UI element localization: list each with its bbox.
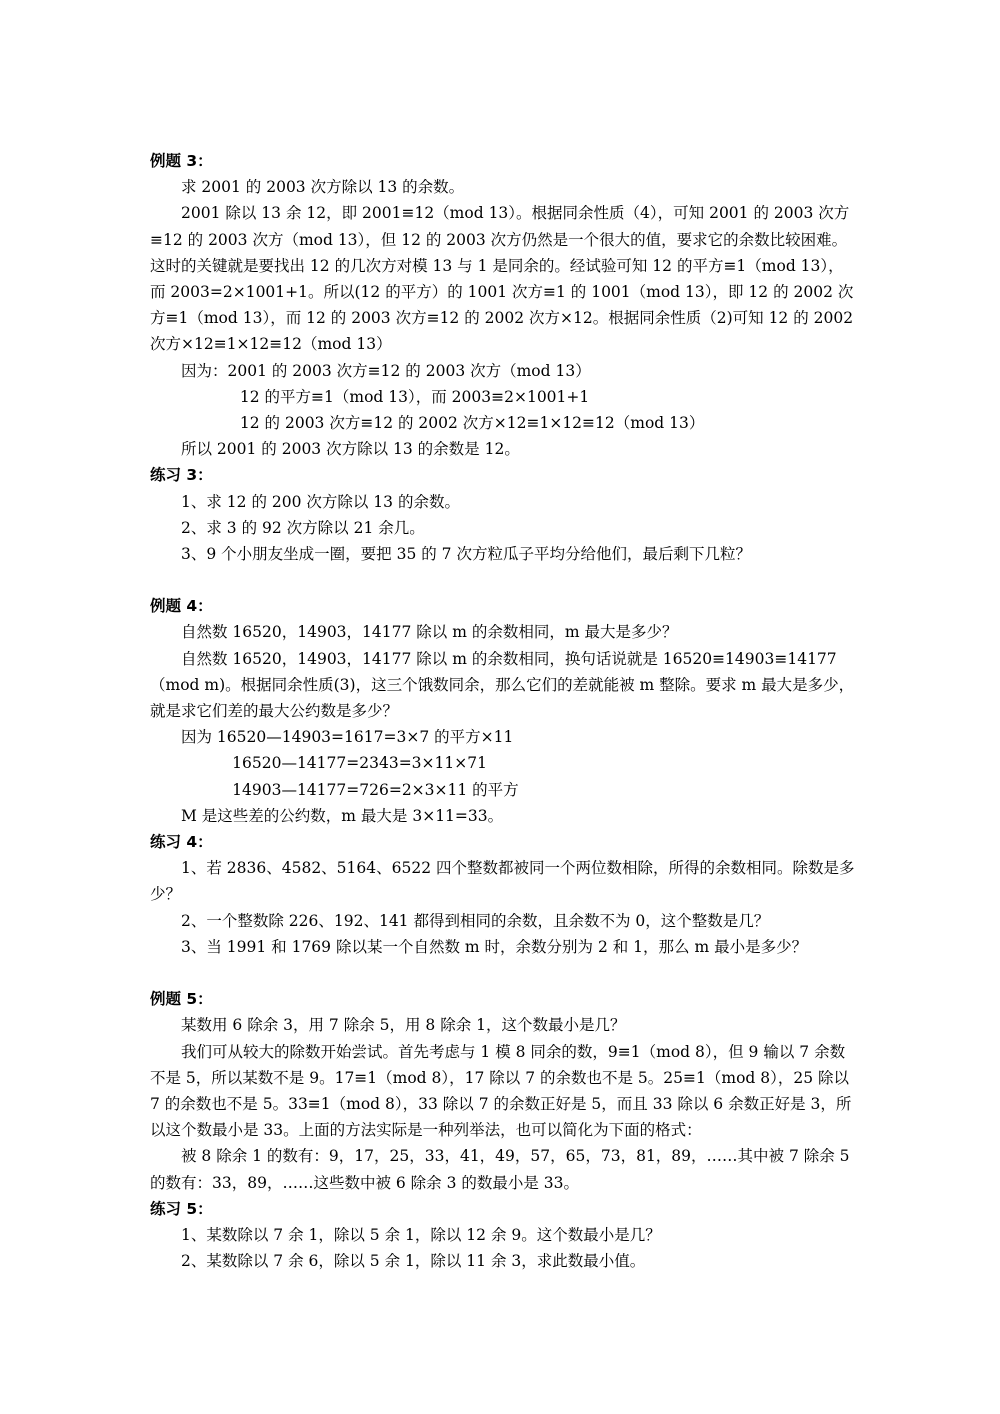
example-3-solution: 2001 除以 13 余 12，即 2001≡12（mod 13）。根据同余性质（4），可知 2001 的 2003 次方≡12 的 2003 次方（mod 13），但 12 的 2003 次方仍然是一个很大的值，要求它的余数比较困难。这时的关键就是要找出 12 的几次方对模 13 与 1 是同余的。经试验可知 12 的平方≡1（mod 13），而 2003=2×1001+1。所以(12 的平方）的 1001 次方≡1 的 1001（mod 13），即 12 的 2002 次方≡1（mod 13），而 12 的 2003 次方≡12 的 2002 次方×12。根据同余性质（2)可知 12 的 2002 次方×12≡1×12≡12（mod 13） [150, 204, 854, 354]
section-gap [150, 567, 855, 593]
practice-4-item-1: 1、若 2836、4582、5164、6522 四个整数都被同一个两位数相除，所得的余数相同。除数是多少？ [150, 859, 855, 904]
practice-3-item-3: 3、9 个小朋友坐成一圈，要把 35 的 7 次方粒瓜子平均分给他们，最后剩下几粒？ [181, 545, 751, 564]
practice-3-item-1: 1、求 12 的 200 次方除以 13 的余数。 [181, 492, 460, 511]
example-3-step-1: 12 的平方≡1（mod 13），而 2003≡2×1001+1 [239, 387, 590, 406]
practice-4-item-2: 2、一个整数除 226、192、141 都得到相同的余数，且余数不为 0，这个整数是几？ [181, 911, 770, 930]
example-4-solution: 自然数 16520，14903，14177 除以 m 的余数相同，换句话说就是 16520≡14903≡14177（mod m)。根据同余性质(3)，这三个饿数同余，那么它们的差就能被 m 整除。要求 m 最大是多少，就是求它们差的最大公约数是多少？ [150, 649, 855, 721]
example-4-step-2: 14903—14177=726=2×3×11 的平方 [232, 780, 519, 799]
example-4-question: 自然数 16520，14903，14177 除以 m 的余数相同，m 最大是多少？ [181, 623, 678, 642]
practice-4-title: 练习 4： [150, 833, 213, 852]
example-3-because-line: 因为：2001 的 2003 次方≡12 的 2003 次方（mod 13） [181, 361, 591, 380]
example-4-because-line: 因为 16520—14903=1617=3×7 的平方×11 [181, 728, 514, 747]
example-5-question: 某数用 6 除余 3，用 7 除余 5，用 8 除余 1，这个数最小是几？ [181, 1016, 626, 1035]
example-3-title: 例题 3： [150, 152, 213, 170]
example-4-title: 例题 4： [150, 597, 213, 616]
example-3-question: 求 2001 的 2003 次方除以 13 的余数。 [181, 178, 465, 197]
example-5-solution: 我们可从较大的除数开始尝试。首先考虑与 1 模 8 同余的数，9≡1（mod 8），但 9 输以 7 余数不是 5，所以某数不是 9。17≡1（mod 8），17 除以 7 的余数也不是 5。25≡1（mod 8），25 除以 7 的余数也不是 5。33≡1（mod 8），33 除以 7 的余数正好是 5，而且 33 除以 6 余数正好是 3，所以这个数最小是 33。上面的方法实际是一种列举法，也可以简化为下面的格式： [150, 1042, 852, 1140]
practice-3-item-2: 2、求 3 的 92 次方除以 21 余几。 [181, 518, 425, 537]
example-3-conclusion: 所以 2001 的 2003 次方除以 13 的余数是 12。 [181, 440, 520, 459]
section-gap [150, 960, 855, 986]
example-5-title: 例题 5： [150, 990, 213, 1009]
document-page [150, 148, 855, 1274]
example-5-listing: 被 8 除余 1 的数有：9，17，25，33，41，49，57，65，73，81，89，……其中被 7 除余 5 的数有：33，89，……这些数中被 6 除余 3 的数最小是 33。 [150, 1147, 850, 1192]
example-4-step-1: 16520—14177=2343=3×11×71 [232, 754, 487, 773]
example-4-conclusion: M 是这些差的公约数，m 最大是 3×11=33。 [181, 806, 504, 825]
practice-5-item-2: 2、某数除以 7 余 6，除以 5 余 1，除以 11 余 3，求此数最小值。 [181, 1252, 646, 1271]
practice-5-item-1: 1、某数除以 7 余 1，除以 5 余 1，除以 12 余 9。这个数最小是几？ [181, 1225, 661, 1244]
practice-3-title: 练习 3： [150, 466, 213, 485]
example-3-step-2: 12 的 2003 次方≡12 的 2002 次方×12≡1×12≡12（mod 13） [239, 414, 705, 433]
practice-4-item-3: 3、当 1991 和 1769 除以某一个自然数 m 时，余数分别为 2 和 1，那么 m 最小是多少？ [181, 937, 808, 956]
practice-5-title: 练习 5： [150, 1199, 213, 1218]
